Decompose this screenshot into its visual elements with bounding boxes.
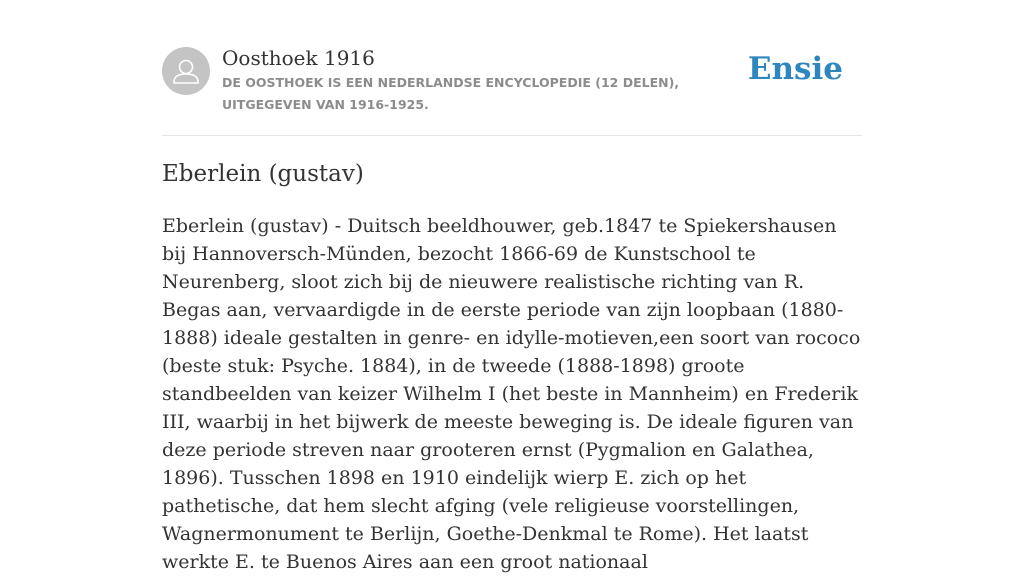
entry-body: Eberlein (gustav) - Duitsch beeldhouwer, geb.1847 te Spiekershausen bij Hannoversch-Münden, bezocht 1866-69 de Kunstschool te Neurenberg, sloot zich bij de nieuwere realistische richting van R. Begas aan, vervaardigde in de eerste periode van zijn loopbaan (1880-1888) ideale gestalten in genre- en idylle-motieven,een soort van rococo (beste stuk: Psyche. 1884), in de tweede (1888-1898) groote standbeelden van keizer Wilhelm I (het beste in Mannheim) en Frederik III, waarbij in het bijwerk de meeste beweging is. De ideale figuren van deze periode streven naar grooteren ernst (Pygmalion en Galathea, 1896). Tusschen 1898 en 1910 eindelijk wierp E. zich op het pathetische, dat hem slecht afging (vele religieuse voorstellingen, Wagnermonument te Berlijn, Goethe-Denkmal te Rome). Het laatst werkte E. te Buenos Aires aan een groot nationaal	[162, 215, 861, 573]
user-silhouette-icon	[162, 47, 210, 95]
source-title[interactable]: Oosthoek 1916	[222, 46, 375, 70]
entry-title: Eberlein (gustav)	[162, 161, 364, 187]
source-header	[162, 0, 862, 136]
user-avatar-icon[interactable]	[162, 47, 210, 95]
source-description: DE OOSTHOEK IS EEN NEDERLANDSE ENCYCLOPEDIE (12 DELEN), UITGEGEVEN VAN 1916-1925.	[222, 75, 680, 112]
brand-logo[interactable]: Ensie	[747, 51, 843, 87]
page-container	[162, 0, 862, 573]
